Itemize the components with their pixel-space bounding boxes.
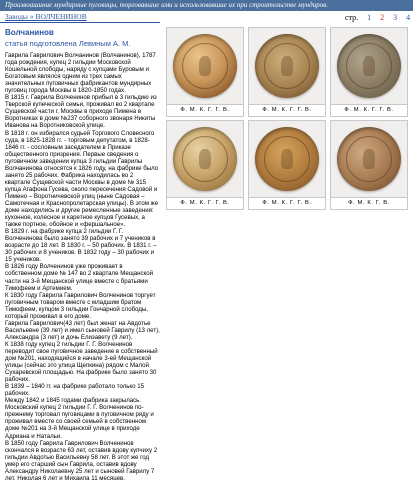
page-link-4[interactable]: 4	[406, 13, 411, 22]
article-paragraph: В 1826 году Волченинов уже проживает в собственном доме № 147 во 2 квартале Мещанской части на 3-й Мещанской улице вместе с братьями Тимофеем и Артемием.	[5, 263, 154, 292]
page-link-3[interactable]: 3	[393, 13, 398, 22]
gallery-caption: Ф. М. К. Г. Г. В.	[330, 105, 408, 117]
button-photo-2[interactable]	[248, 27, 326, 105]
button-photo-4[interactable]	[166, 120, 244, 198]
gallery-item-4[interactable]	[166, 120, 244, 210]
article-paragraph: В 1839 – 1840 гг. на фабрике работало только 15 рабочих.	[5, 383, 145, 398]
article-paragraph: В 1850 году Гаврила Гаврилович Волченинов скончался в возрасте 63 лет, оставив вдову купчиху 2 гильдии Авдотью Васильевну 58 лет. В этот же год умер его старший сын Гаврила, оставив вдову Александру Николаевну 25 лет и сыновей Гаврилу 7 лет, Николая 6 лет и Михаила 11 месяцев.	[5, 439, 158, 480]
gallery-caption: Ф. М. К. Г. Г. В.	[166, 105, 244, 117]
gallery-item-3[interactable]	[330, 27, 408, 117]
button-photo-5[interactable]	[248, 120, 326, 198]
gallery-caption: Ф. М. К. Г. Г. В.	[248, 105, 326, 117]
article-body	[5, 52, 160, 480]
breadcrumb-current: ВОЛЧЕНИНОВ	[35, 12, 87, 21]
article-paragraph: К 1838 году купец 2 гильдии Г. Г. Волченинов переводит свое пуговичное заведение в собственный дом №201, находящийся в начале 3-ей Мещанской улицы (сейчас это улица Щепкина) рядом с Малой Сухаревской площадью. На фабрике было занято 30 рабочих.	[5, 340, 158, 384]
article-paragraph: Гаврила Гаврилович(43 лет) был женат на Авдотье Васильевне (39 лет) и имел сыновей Гаврилу (13 лет), Александра (3 лет) и дочь Елизавету (9 лет).	[5, 319, 160, 341]
button-photo-6[interactable]	[330, 120, 408, 198]
gallery-caption: Ф. М. К. Г. Г. В.	[248, 198, 326, 210]
article-paragraph: В 1818 г. он избирался судьей Торгового Словесного суда, в 1825-1828 гг. - торговым депутатом, в 1828-1846 гг. - сословным заседателем в Приказе общественного призрения. Первые сведения о пуговичном заведении купца 3 гильдии Гаврилы Волчанинова относятся к 1826 году, на фабрике было занято 25 рабочих. Фабрика находилась во 2 квартале Сущевской части Москвы в доме № 315 купца Агафона Гусева, около пересечения Садовой и Пимено – Воротничевской улиц (ныне Садовая – Самотечная и Краснопролетарская улицы). В этом же доме находились и другие ремесленные заведения: кухонное, колесное и каретное купцов Гусевых, а также портное, обойное и «фершальное».	[5, 129, 159, 229]
gallery-item-2[interactable]	[248, 27, 326, 117]
breadcrumb-underline	[0, 22, 160, 23]
article-author: статья подготовлена Левиным А. М.	[5, 39, 131, 48]
article-paragraph: Гаврила Гаврилович Волчанинов (Волчанинов), 1787 года рождения, купец 2 гильдии Московской Кошельной слободы, наряду с купцами Буровым и Богатовым являлся одним из трех самых значительных пуговичных фабрикантов мундирных пуговиц города Москвы в 1820-1850 годах.	[5, 52, 156, 95]
pagination-label: стр.	[345, 13, 359, 22]
button-photo-3[interactable]	[330, 27, 408, 105]
page-link-1[interactable]: 1	[367, 13, 372, 22]
breadcrumb	[5, 12, 87, 22]
article-paragraph: К 1830 году Гаврила Гаврилович Волченинов торгует пуговичным товаром вместе с младшим братом Тимофеем, купцом 3 гильдии Гончарной слободы, который проживал в его доме.	[5, 291, 156, 320]
breadcrumb-link-factories[interactable]: Заводы	[5, 12, 28, 21]
article-title: Волчанинов	[5, 28, 54, 37]
button-photo-1[interactable]	[166, 27, 244, 105]
page-link-2-current: 2	[380, 13, 385, 22]
article-paragraph: Московский купец 2 гильдии Г. Г. Волченинов по-прежнему торговал пуговицами в пуговичном ряду и проживал вместе со своей семьей в собственном доме №201 на 3-й Мещанской улице в приходе Адриана и Натальи.	[5, 404, 154, 440]
gallery-caption: Ф. М. К. Г. Г. В.	[166, 198, 244, 210]
gallery-item-1[interactable]	[166, 27, 244, 117]
breadcrumb-separator: »	[27, 12, 36, 21]
article-paragraph: В 1829 г. на фабрике купца 2 гильдии Г. Г. Волченинова было занято 39 рабочих и 7 учеников в возрасте до 18 лет. В 1830 г. – 50 рабочих. В 1831 г. – 30 рабочих и 8 учеников. В 1832 году – 30 рабочих и 15 учеников.	[5, 228, 157, 264]
pagination	[345, 13, 410, 22]
gallery-item-6[interactable]	[330, 120, 408, 210]
gallery-caption: Ф. М. К. Г. В.	[330, 198, 408, 210]
gallery-item-5[interactable]	[248, 120, 326, 210]
article-paragraph: В 1815 г. Гаврила Волченинов прибыл в 3 гильдию из Тверской купеческой семьи, проживал во 2 квартале Сущевской части г. Москвы в приходе Пимена в Воротниках в доме №237 соборного звонаря Никиты Иванова на Воротниковской улице.	[5, 94, 157, 130]
site-banner: Произвоашиние мундирные пуговицы, торговавшие ими и использовавшие их при строительстве мундиров.	[0, 0, 413, 11]
article-paragraph: Между 1842 и 1845 годами фабрика закрылась.	[5, 397, 142, 405]
